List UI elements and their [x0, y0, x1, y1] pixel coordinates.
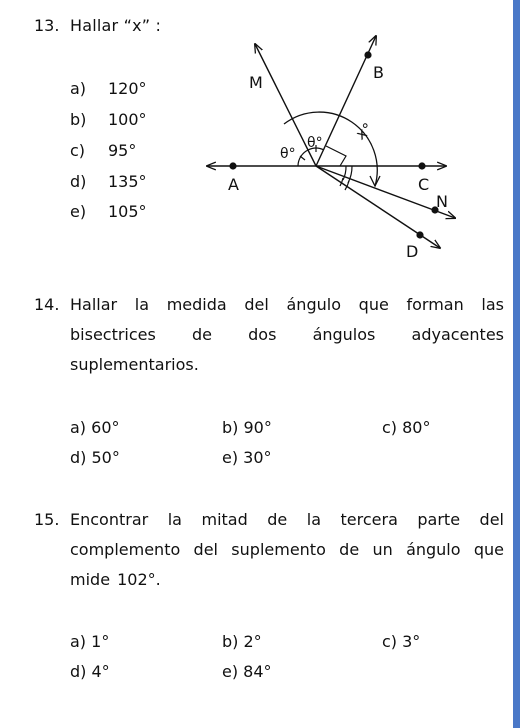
q14-option-c: c) 80°	[382, 418, 431, 437]
arc-double-1	[343, 166, 346, 180]
q14-text: Hallar la medida del ángulo que forman las bisectrices de dos ángulos adyacentes suplementarios.	[70, 295, 504, 374]
page-accent-border	[513, 0, 520, 728]
label-C: C	[418, 175, 430, 194]
label-theta-2: θ°	[307, 135, 323, 151]
q13-option-value-d: 135°	[108, 172, 147, 191]
label-N: N	[436, 192, 448, 211]
q15-option-d: d) 4°	[70, 662, 110, 681]
q14-number: 14.	[34, 295, 60, 314]
q14-option-b: b) 90°	[222, 418, 272, 437]
right-angle-mark	[326, 146, 346, 166]
q13-option-letter-b: b)	[70, 110, 87, 129]
point-B	[364, 51, 371, 58]
q13-option-letter-e: e)	[70, 202, 87, 221]
q13-option-letter-c: c)	[70, 141, 86, 160]
q14-option-a: a) 60°	[70, 418, 120, 437]
label-D: D	[406, 242, 419, 261]
q15-text: Encontrar la mitad de la tercera parte del complemento del suplemento de un ángulo que mide 102°.	[70, 510, 504, 589]
q15-option-a: a) 1°	[70, 632, 110, 651]
q15-option-c: c) 3°	[382, 632, 421, 651]
point-D	[416, 231, 423, 238]
label-x: x°	[352, 119, 377, 144]
q14-option-e: e) 30°	[222, 448, 272, 467]
q13-option-letter-a: a)	[70, 79, 87, 98]
q15-option-e: e) 84°	[222, 662, 272, 681]
arc-double-2	[348, 166, 352, 183]
q13-option-letter-d: d)	[70, 172, 87, 191]
q13-option-value-b: 100°	[108, 110, 147, 129]
q15-number: 15.	[34, 510, 60, 529]
point-A	[229, 162, 236, 169]
label-M: M	[249, 73, 263, 92]
label-B: B	[373, 63, 384, 82]
q13-prompt: Hallar “x” :	[70, 16, 162, 35]
theta-tick-left	[300, 156, 305, 160]
q15-option-b: b) 2°	[222, 632, 262, 651]
q14-option-d: d) 50°	[70, 448, 120, 467]
q13-option-value-c: 95°	[108, 141, 137, 160]
q13-angle-figure	[190, 30, 480, 270]
point-C	[418, 162, 425, 169]
q13-option-value-e: 105°	[108, 202, 147, 221]
q13-option-value-a: 120°	[108, 79, 147, 98]
label-A: A	[228, 175, 239, 194]
label-theta-1: θ°	[280, 146, 296, 162]
q13-number: 13.	[34, 16, 60, 35]
